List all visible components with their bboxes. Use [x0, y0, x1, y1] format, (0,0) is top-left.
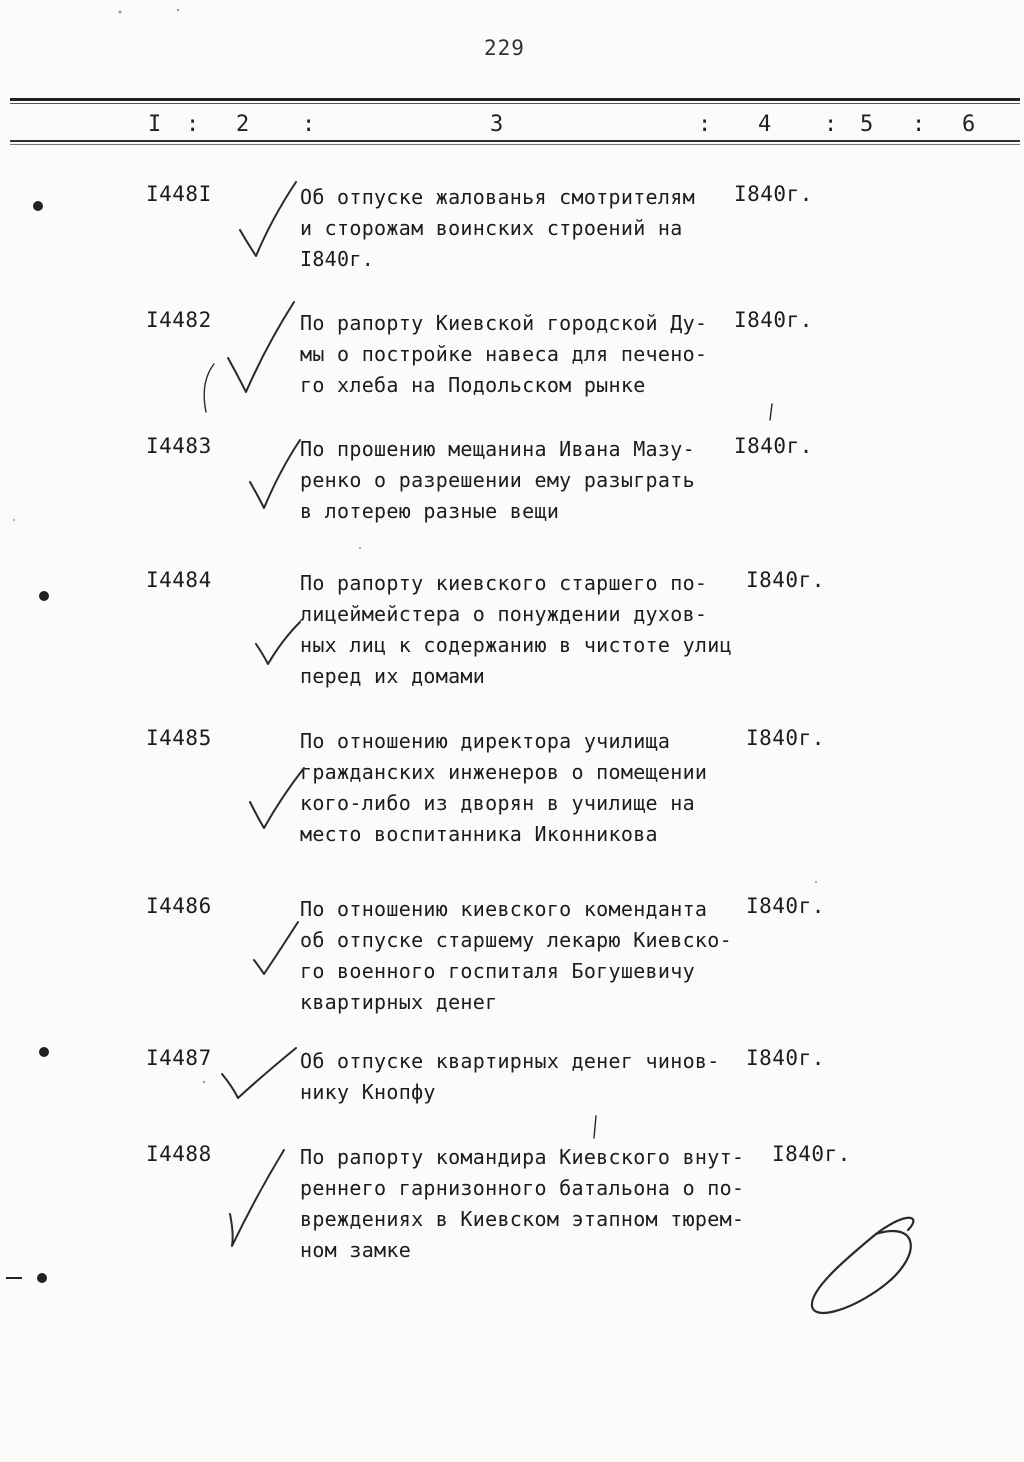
- checkmark-icon: [250, 440, 300, 508]
- entry-year: I840г.: [772, 1142, 851, 1166]
- entry-description: По отношению киевского коменданта об отпуске старшему лекарю Киевско- го военного госпиталя Богушевичу квартирных денег: [300, 897, 732, 1014]
- hole-punch-icon: [39, 591, 49, 601]
- column-separator: :: [698, 112, 712, 137]
- column-header-5: 5: [860, 112, 874, 137]
- column-separator: :: [824, 112, 838, 137]
- entry-year: I840г.: [734, 434, 813, 458]
- entry-number: I4486: [146, 894, 212, 918]
- hole-punch-icon: [39, 1047, 49, 1057]
- entry-number: I4487: [146, 1046, 212, 1070]
- entry-number: I4488: [146, 1142, 212, 1166]
- speck-icon: [815, 881, 817, 883]
- checkmark-icon: [240, 182, 296, 256]
- margin-dash-icon: [6, 1277, 22, 1279]
- checkmark-icon: [228, 302, 294, 392]
- pencil-tick-icon: [770, 404, 772, 420]
- signature-icon: [812, 1218, 914, 1313]
- entry-number: I4485: [146, 726, 212, 750]
- hole-punch-icon: [37, 1273, 47, 1283]
- entry-year: I840г.: [746, 1046, 825, 1070]
- checkmark-icon: [256, 622, 300, 664]
- entry-number: I448I: [146, 182, 212, 206]
- header-rule-bottom-thin: [10, 144, 1020, 145]
- column-header-2: 2: [236, 112, 250, 137]
- header-rule-bottom: [10, 140, 1020, 142]
- entry-year: I840г.: [734, 308, 813, 332]
- speck-icon: [359, 547, 361, 549]
- column-separator: :: [302, 112, 316, 137]
- entry-description: По отношению директора училища гражданских инженеров о помещении кого-либо из дворян в училище на место воспитанника Иконникова: [300, 729, 708, 846]
- entry-description: По рапорту Киевской городской Ду- мы о постройке навеса для печено- го хлеба на Подольском рынке: [300, 311, 708, 397]
- column-header-1: I: [148, 112, 162, 137]
- column-header-6: 6: [962, 112, 976, 137]
- checkmark-icon: [254, 922, 298, 974]
- entry-year: I840г.: [746, 726, 825, 750]
- header-rule-top-thin: [10, 103, 1020, 104]
- entry-number: I4483: [146, 434, 212, 458]
- page-number: 229: [484, 36, 525, 60]
- entry-description: Об отпуске квартирных денег чинов- нику Кнопфу: [300, 1049, 720, 1104]
- entry-number: I4484: [146, 568, 212, 592]
- entry-year: I840г.: [746, 894, 825, 918]
- speck-icon: [177, 9, 179, 11]
- speck-icon: [119, 11, 122, 14]
- header-rule-top: [10, 98, 1020, 101]
- checkmark-icon: [230, 1150, 284, 1246]
- pencil-tick-icon: [594, 1116, 596, 1138]
- column-separator: :: [912, 112, 926, 137]
- speck-icon: [203, 1081, 205, 1083]
- column-header-3: 3: [490, 112, 504, 137]
- column-header-4: 4: [758, 112, 772, 137]
- column-separator: :: [186, 112, 200, 137]
- entry-year: I840г.: [734, 182, 813, 206]
- entry-description: По прошению мещанина Ивана Мазу- ренко о разрешении ему разыграть в лотерею разные вещи: [300, 437, 695, 523]
- checkmark-icon: [222, 1048, 296, 1098]
- entry-description: Об отпуске жалованья смотрителям и сторожам воинских строений на I840г.: [300, 185, 695, 271]
- entry-year: I840г.: [746, 568, 825, 592]
- entry-description: По рапорту командира Киевского внут- реннего гарнизонного батальона о по- вреждениях в Киевском этапном тюрем- ном замке: [300, 1145, 745, 1262]
- entry-description: По рапорту киевского старшего по- лицеймейстера о понуждении духов- ных лиц к содержанию в чистоте улиц перед их домами: [300, 571, 732, 688]
- hole-punch-icon: [33, 201, 43, 211]
- pencil-stroke-icon: [204, 364, 214, 412]
- checkmark-icon: [250, 768, 304, 828]
- entry-number: I4482: [146, 308, 212, 332]
- speck-icon: [13, 519, 15, 521]
